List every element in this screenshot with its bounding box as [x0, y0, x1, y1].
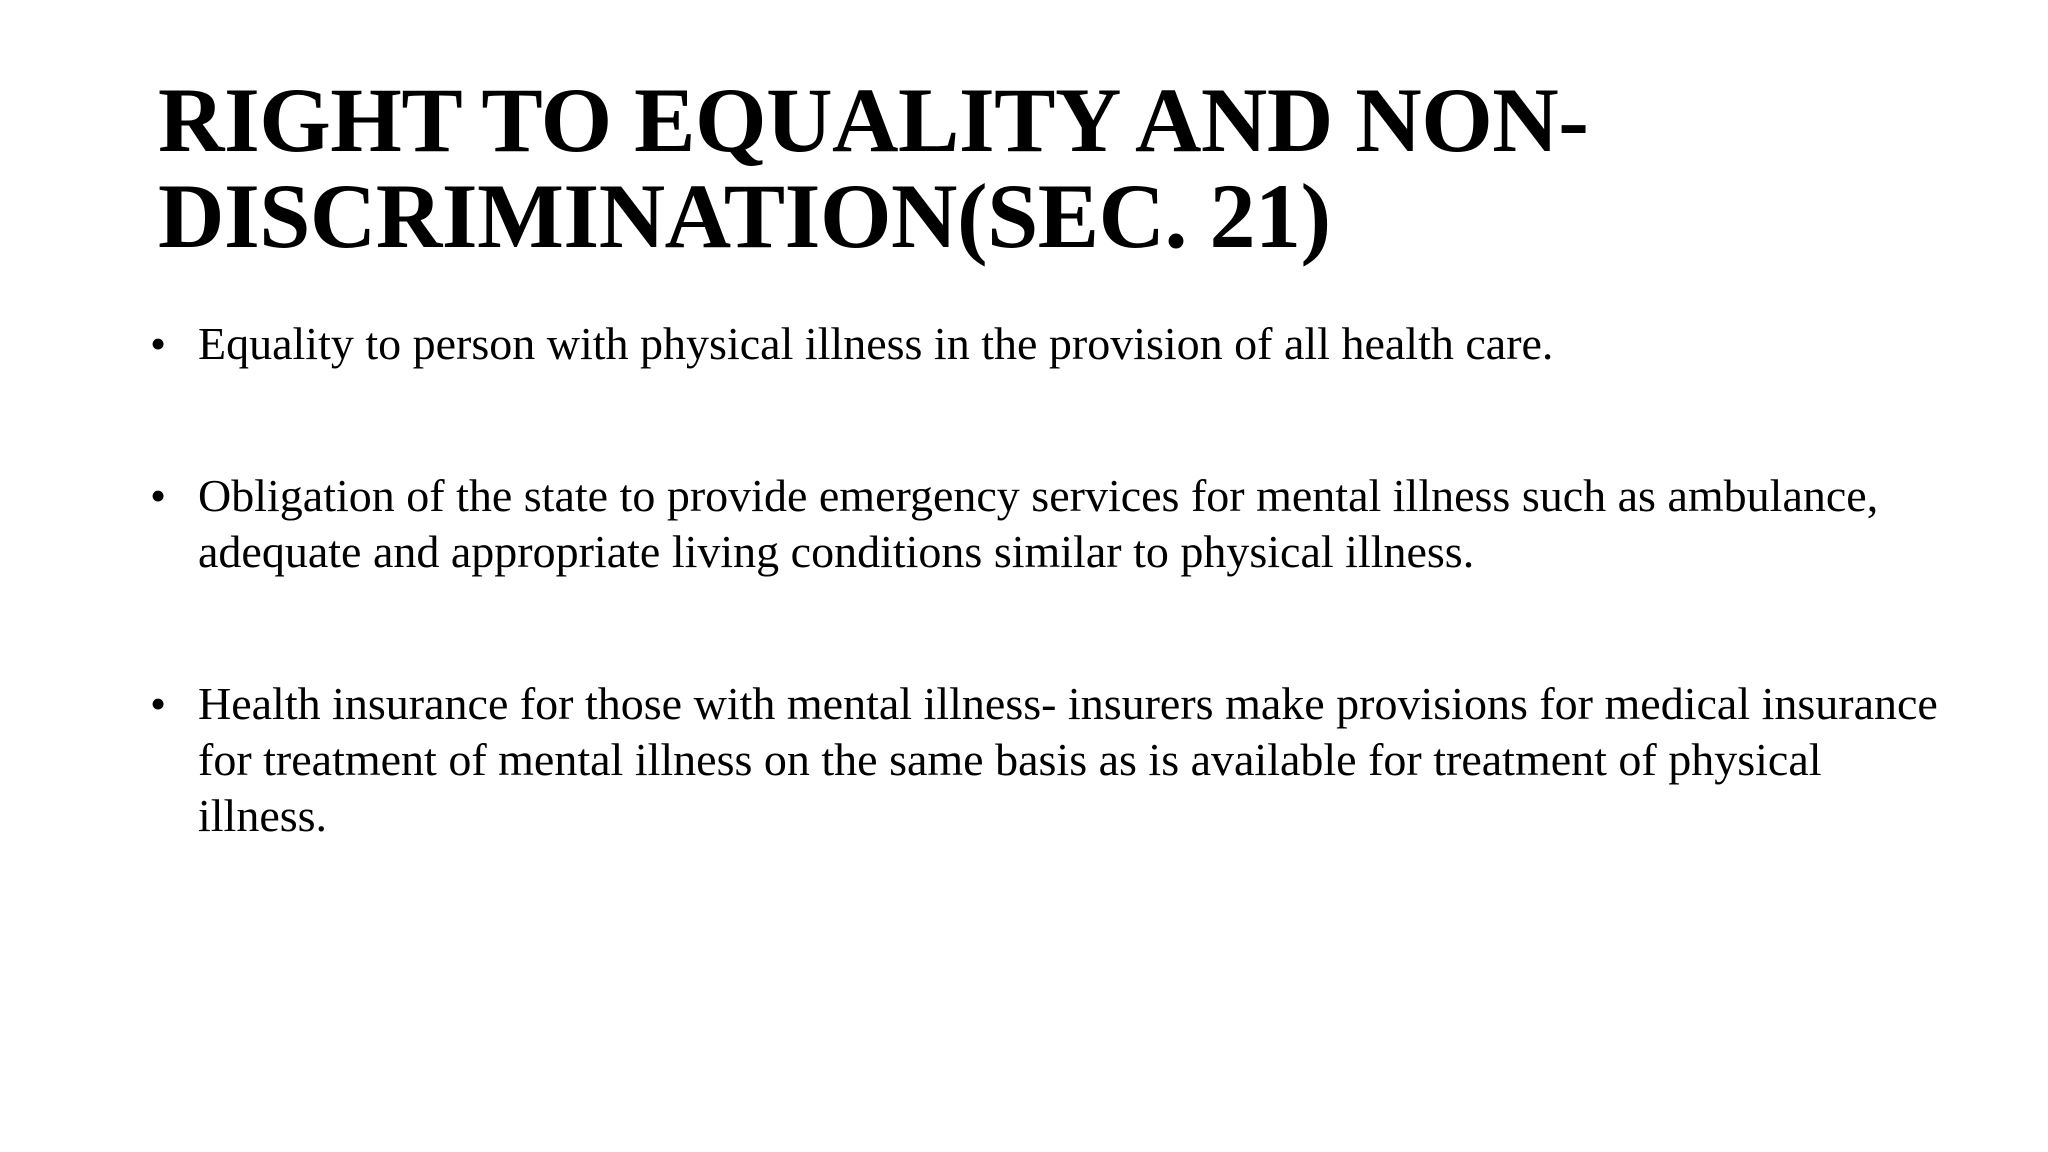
bullet-item: [150, 676, 1940, 844]
bullet-item: [150, 468, 1940, 580]
slide-title: RIGHT TO EQUALITY AND NON-DISCRIMINATION(SEC. 21): [158, 69, 1589, 267]
bullet-marker: •: [150, 678, 167, 729]
bullet-item: [150, 316, 1940, 372]
bullet-marker: •: [150, 470, 167, 521]
bullet-list: [150, 316, 1940, 940]
bullet-text: Equality to person with physical illness in the provision of all health care.: [198, 318, 1554, 369]
bullet-text: Obligation of the state to provide emergency services for mental illness such as ambulance, adequate and appropriate living conditions similar to physical illness.: [198, 470, 1879, 577]
bullet-text: Health insurance for those with mental illness- insurers make provisions for medical insurance for treatment of mental illness on the same basis as is available for treatment of physical illness.: [198, 678, 1938, 841]
bullet-marker: •: [150, 318, 167, 369]
